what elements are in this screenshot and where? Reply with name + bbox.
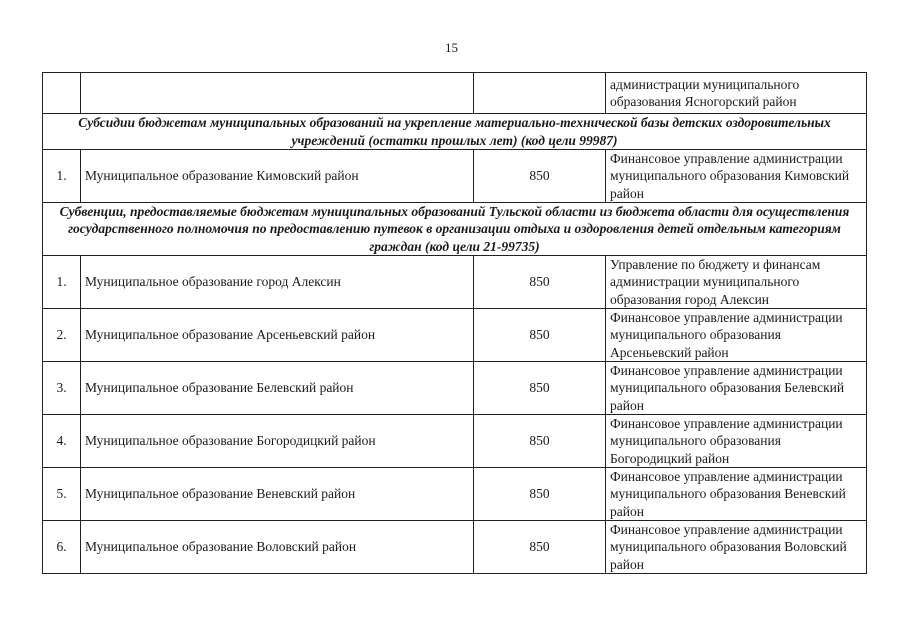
row-number: 5. (43, 468, 81, 521)
municipality-name: Муниципальное образование Воловский район (81, 521, 474, 574)
municipality-name: Муниципальное образование город Алексин (81, 256, 474, 309)
municipality-name: Муниципальное образование Арсеньевский район (81, 309, 474, 362)
financial-authority: Финансовое управление администрации муниципального образования Белевский район (606, 362, 867, 415)
allocation-table (42, 72, 867, 574)
row-number: 1. (43, 256, 81, 309)
financial-authority: Финансовое управление администрации муниципального образования Воловский район (606, 521, 867, 574)
admin-code: 850 (474, 468, 606, 521)
financial-authority: Управление по бюджету и финансам администрации муниципального образования город Алексин (606, 256, 867, 309)
admin-code: 850 (474, 415, 606, 468)
municipality-name: Муниципальное образование Веневский район (81, 468, 474, 521)
row-number: 1. (43, 150, 81, 203)
municipality-name: Муниципальное образование Белевский район (81, 362, 474, 415)
row-number: 3. (43, 362, 81, 415)
table-row (43, 415, 867, 468)
table-row-continuation (43, 73, 867, 114)
admin-code: 850 (474, 150, 606, 203)
financial-authority: администрации муниципального образования Ясногорский район (606, 73, 867, 114)
admin-code: 850 (474, 362, 606, 415)
financial-authority: Финансовое управление администрации муниципального образования Богородицкий район (606, 415, 867, 468)
page-number: 15 (445, 40, 458, 55)
municipality-name (81, 73, 474, 114)
table-row (43, 521, 867, 574)
section-title: Субсидии бюджетам муниципальных образований на укрепление материально-технической базы детских оздоровительных учреждений (остатки прошлых лет) (код цели 99987) (43, 114, 867, 150)
municipality-name: Муниципальное образование Кимовский район (81, 150, 474, 203)
admin-code: 850 (474, 521, 606, 574)
admin-code (474, 73, 606, 114)
financial-authority: Финансовое управление администрации муниципального образования Кимовский район (606, 150, 867, 203)
row-number (43, 73, 81, 114)
section-header-subventions (43, 203, 867, 256)
table-row (43, 309, 867, 362)
table-row (43, 256, 867, 309)
municipality-name: Муниципальное образование Богородицкий район (81, 415, 474, 468)
row-number: 4. (43, 415, 81, 468)
financial-authority: Финансовое управление администрации муниципального образования Арсеньевский район (606, 309, 867, 362)
table-row (43, 150, 867, 203)
table-row (43, 468, 867, 521)
row-number: 6. (43, 521, 81, 574)
admin-code: 850 (474, 256, 606, 309)
table-row (43, 362, 867, 415)
financial-authority: Финансовое управление администрации муниципального образования Веневский район (606, 468, 867, 521)
section-title: Субвенции, предоставляемые бюджетам муниципальных образований Тульской области из бюджета области для осуществления государственного полномочия по предоставлению путевок в организации отдыха и оздоровления детей отдельным категориям граждан (код цели 21-99735) (43, 203, 867, 256)
admin-code: 850 (474, 309, 606, 362)
row-number: 2. (43, 309, 81, 362)
section-header-subsidies (43, 114, 867, 150)
